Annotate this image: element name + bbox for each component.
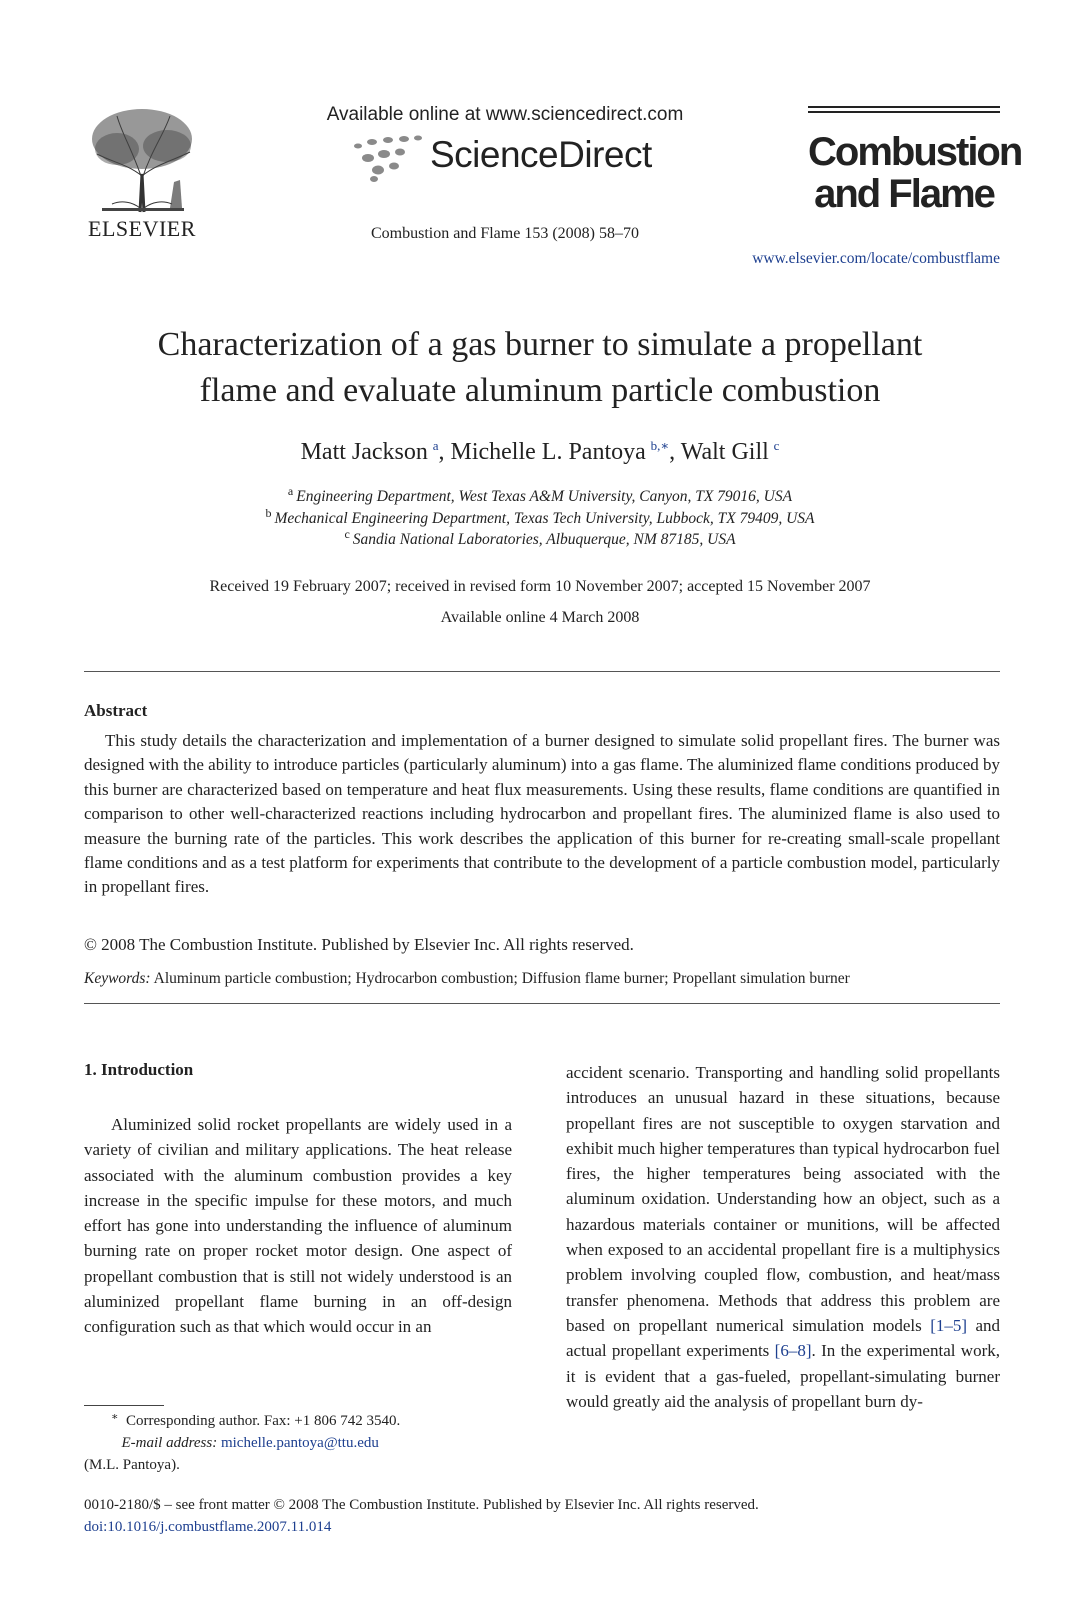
author-affiliation-mark[interactable]: c [773, 438, 780, 453]
masthead-rule [808, 111, 1000, 113]
affiliation [80, 484, 1000, 506]
title-line1: Characterization of a gas burner to simulate a propellant [157, 326, 923, 363]
intro-paragraph-right [566, 1060, 1000, 1414]
author-affiliation-mark[interactable]: b,∗ [650, 438, 670, 453]
title-line2: flame and evaluate aluminum particle combustion [199, 372, 881, 409]
email-label: E-mail address: [121, 1435, 218, 1451]
body-text: . In the experimental work, it is evident that a gas-fueled, propellant-simulating burner would greatly aid the analysis of propellant burn dy- [566, 1341, 1000, 1411]
section-heading: 1. Introduction [84, 1060, 194, 1079]
author-name: Matt Jackson [300, 439, 428, 465]
footnote-corresponding [84, 1406, 512, 1432]
body-text: and actual propellant experiments [566, 1315, 1001, 1361]
elsevier-tree-icon [82, 104, 202, 214]
front-matter-line: 0010-2180/$ – see front matter © 2008 The Combustion Institute. Published by Elsevier Inc. All rights reserved. [84, 1497, 759, 1513]
journal-citation: Combustion and Flame 153 (2008) 58–70 [371, 225, 639, 242]
keywords [84, 970, 1000, 988]
abstract-heading: Abstract [84, 701, 148, 720]
doi-link[interactable]: doi:10.1016/j.combustflame.2007.11.014 [84, 1519, 332, 1535]
affiliation-mark: c [344, 527, 350, 541]
author-list: Matt Jackson $^a$, Michelle L. Pantoya $^{b,∗}$, Walt Gill $^c$ [300, 438, 780, 465]
sciencedirect-dots-icon [350, 134, 430, 184]
available-online-text: Available online at www.sciencedirect.com [326, 104, 684, 125]
sciencedirect-wordmark: ScienceDirect [430, 134, 652, 175]
citation-link[interactable]: [6–8] [774, 1341, 812, 1361]
divider [84, 671, 1000, 672]
masthead-rule [808, 106, 1000, 108]
abstract-copyright: © 2008 The Combustion Institute. Published by Elsevier Inc. All rights reserved. [84, 935, 634, 954]
footnote [84, 1406, 512, 1476]
sciencedirect-logo [350, 134, 670, 190]
abstract-text: This study details the characterization and implementation of a burner designed to simulate solid propellant fires. The burner was designed with the ability to introduce particles (particularly aluminum) into a gas flame. The aluminized flame conditions produced by this burner are characterized based on temperature and heat flux measurements. Using these results, flame conditions are quantified in comparison to other well-characterized reactions including hydrocarbon and propellant fires. The aluminized flame is also used to measure the burning rate of the particles. This work describes the application of this burner for re-creating small-scale propellant flame conditions and as a test platform for experiments that contribute to the development of a particle combustion model, particularly in propellant fires. [84, 731, 1001, 897]
author-name: Walt Gill [680, 439, 769, 465]
keywords-label: Keywords: [84, 970, 151, 987]
available-online-date: Available online 4 March 2008 [440, 609, 640, 626]
keywords-list: Aluminum particle combustion; Hydrocarbon combustion; Diffusion flame burner; Propellant simulation burner [153, 970, 850, 987]
citation-link[interactable]: [1–5] [930, 1315, 968, 1335]
intro-paragraph-left: Aluminized solid rocket propellants are widely used in a variety of civilian and military applications. The heat release associated with the aluminum combustion provides a key increase in the specific impulse for these motors, and much effort has gone into understanding the influence of aluminum burning rate on proper rocket motor design. One aspect of propellant combustion that is still not widely understood is an aluminized propellant flame burning in an off-design configuration such as that which would occur in an [84, 1115, 512, 1337]
affiliation-text: Engineering Department, West Texas A&M University, Canyon, TX 79016, USA [296, 488, 793, 505]
article-title [80, 322, 1000, 414]
affiliation-text: Sandia National Laboratories, Albuquerque, NM 87185, USA [352, 531, 736, 548]
affiliation-text: Mechanical Engineering Department, Texas Tech University, Lubbock, TX 79409, USA [274, 510, 815, 527]
author-name: Michelle L. Pantoya [450, 439, 646, 465]
affiliation-mark: b [265, 506, 272, 520]
elsevier-logo [82, 104, 202, 244]
divider [84, 1003, 1000, 1004]
journal-name-line2: and Flame [814, 172, 994, 216]
author-affiliation-mark[interactable]: a [432, 438, 439, 453]
affiliation-mark: a [287, 484, 294, 498]
journal-name-line1: Combustion [808, 130, 1022, 174]
journal-masthead [808, 106, 1022, 216]
received-dates: Received 19 February 2007; received in revised form 10 November 2007; accepted 15 November 2007 [209, 578, 871, 595]
footnote-text: Corresponding author. Fax: +1 806 742 3540. [125, 1413, 401, 1429]
email-link[interactable]: michelle.pantoya@ttu.edu [220, 1435, 379, 1451]
journal-url-link[interactable]: www.elsevier.com/locate/combustflame [752, 250, 1000, 267]
footnote-name: (M.L. Pantoya). [84, 1457, 180, 1473]
affiliation [80, 506, 1000, 528]
body-text: accident scenario. Transporting and handling solid propellants introduces an unusual hazard in these situations, because propellant fires are not susceptible to oxygen starvation and exhibit much higher temperatures than typical hydrocarbon fuel fires, the higher temperatures being associated with the aluminum oxidation. Understanding how an object, such as a hazardous materials container or munitions, will be affected when exposed to an accidental propellant fire is a multiphysics problem involving coupled flow, combustion, and heat/mass transfer phenomena. Methods that address this problem are based on propellant numerical simulation models [566, 1063, 1000, 1335]
affiliation [80, 527, 1000, 549]
journal-name [808, 130, 1022, 216]
publisher-wordmark: ELSEVIER [88, 216, 196, 241]
footnote-email [84, 1432, 512, 1454]
footnote-mark: ∗ [111, 1411, 119, 1423]
